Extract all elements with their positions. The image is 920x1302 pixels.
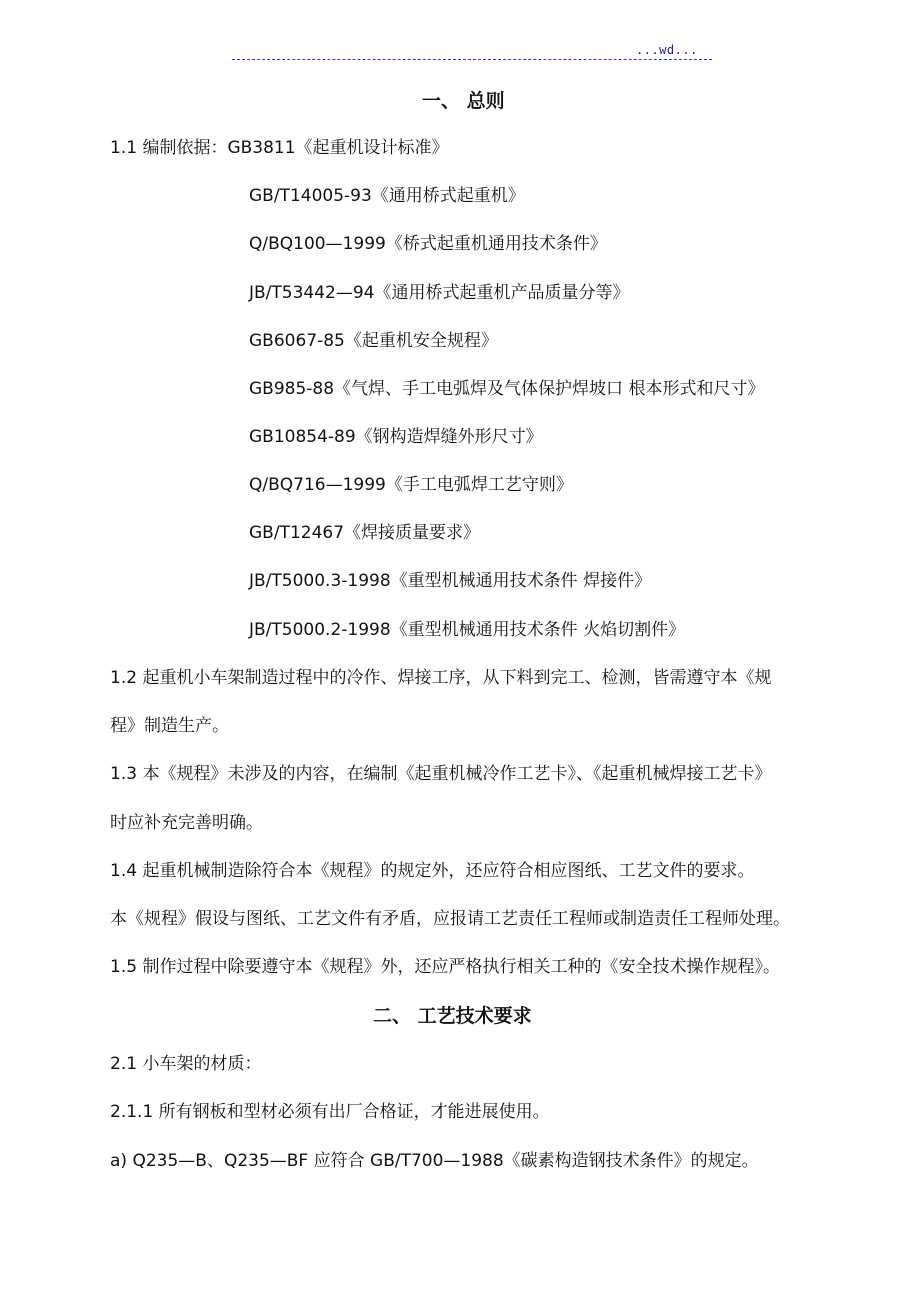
section-2-heading: 二、 工艺技术要求 [373, 1005, 532, 1027]
reference-line: GB/T12467《焊接质量要求》 [249, 523, 481, 543]
section-1-heading: 一、 总则 [422, 90, 505, 112]
item-1-2-line-2: 程》制造生产。 [110, 716, 229, 736]
item-1-4-line-2: 本《规程》假设与图纸、工艺文件有矛盾，应报请工艺责任工程师或制造责任工程师处理。 [110, 909, 790, 929]
reference-line: JB/T5000.3-1998《重型机械通用技术条件 焊接件》 [249, 571, 652, 591]
header-marker: ...wd... [636, 43, 698, 57]
item-2-1-1: 2.1.1 所有钢板和型材必须有出厂合格证，才能进展使用。 [110, 1102, 550, 1122]
item-1-1: 1.1 编制依据：GB3811《起重机设计标准》 [110, 138, 449, 158]
item-1-4-line-1: 1.4 起重机械制造除符合本《规程》的规定外，还应符合相应图纸、工艺文件的要求。 [110, 861, 755, 881]
reference-line: Q/BQ716—1999《手工电弧焊工艺守则》 [249, 475, 573, 495]
reference-line: GB/T14005-93《通用桥式起重机》 [249, 186, 525, 206]
item-a: a) Q235—B、Q235—BF 应符合 GB/T700—1988《碳素构造钢技术条件》的规定。 [110, 1151, 759, 1171]
item-1-3-line-1: 1.3 本《规程》未涉及的内容，在编制《起重机械冷作工艺卡》、《起重机械焊接工艺卡》 [110, 764, 772, 784]
item-2-1: 2.1 小车架的材质： [110, 1054, 262, 1074]
header-rule [232, 59, 712, 60]
reference-line: JB/T5000.2-1998《重型机械通用技术条件 火焰切割件》 [249, 620, 686, 640]
reference-line: GB985-88《气焊、手工电弧焊及气体保护焊坡口 根本形式和尺寸》 [249, 379, 765, 399]
reference-line: GB6067-85《起重机安全规程》 [249, 331, 498, 351]
reference-line: Q/BQ100—1999《桥式起重机通用技术条件》 [249, 234, 607, 254]
item-1-5: 1.5 制作过程中除要遵守本《规程》外，还应严格执行相关工种的《安全技术操作规程》。 [110, 957, 780, 977]
reference-line: JB/T53442—94《通用桥式起重机产品质量分等》 [249, 283, 630, 303]
item-1-2-line-1: 1.2 起重机小车架制造过程中的冷作、焊接工序，从下料到完工、检测，皆需遵守本《规 [110, 668, 772, 688]
reference-line: GB10854-89《钢构造焊缝外形尺寸》 [249, 427, 543, 447]
item-1-3-line-2: 时应补充完善明确。 [110, 813, 263, 833]
